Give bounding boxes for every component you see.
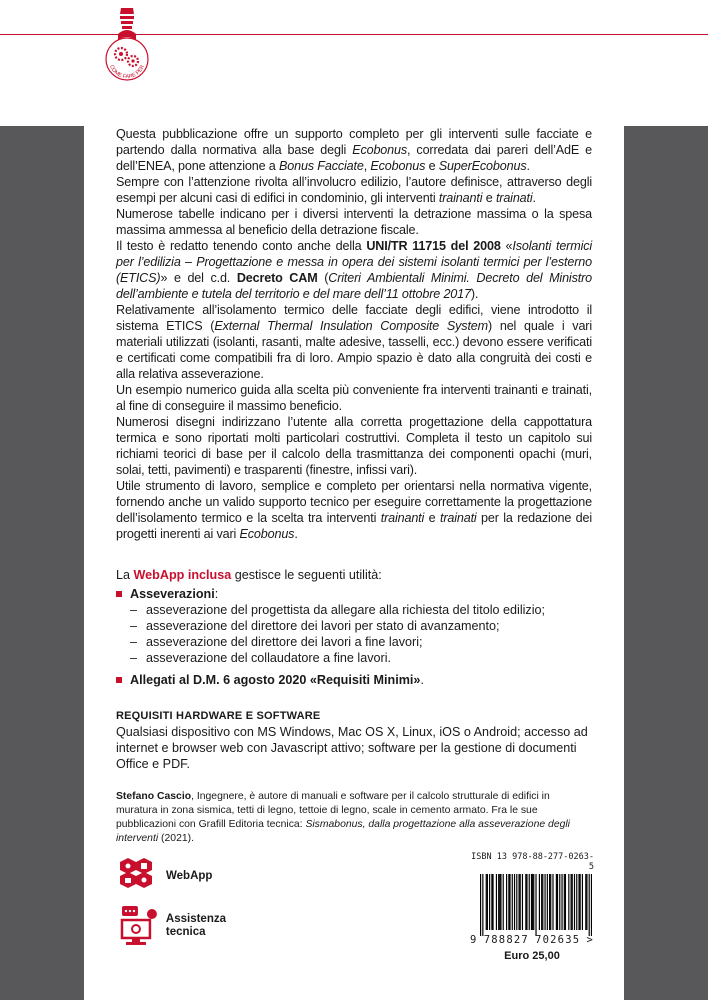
red-square-bullet-icon [116,677,122,683]
barcode-bar [552,874,553,930]
paragraph-3: Numerose tabelle indicano per i diversi interventi la detrazione massima o la spesa massima ammessa al beneficio della detrazione fiscale. [116,207,592,237]
barcode-bar [529,874,530,930]
barcode-bar [492,874,493,930]
barcode-bar [544,874,545,930]
barcode-bar [533,874,534,930]
back-cover-text [116,126,593,844]
barcode-bar [571,874,572,930]
barcode-bar [522,874,523,930]
barcode-bar [561,874,562,930]
barcode-bar [559,874,560,930]
logo-text: COME FARE PER [108,64,146,81]
webapp-label: WebApp [166,870,213,882]
barcode-bar [535,874,536,936]
barcode-bar [589,874,590,936]
webapp-highlight: WebApp inclusa [133,568,232,582]
barcode-bar [542,874,543,930]
author-bio: Stefano Cascio, Ingegnere, è autore di manuali e software per il calcolo strutturale di edifici in muratura in zona sismica, tetti di legno, tettoie di legno, scale in cemento armato. Fra le sue pubblicazioni con Grafill Editoria tecnica: Sismabonus, dalla progettazione alla asseverazione degli interventi (2021). [116,791,570,844]
isbn-text: ISBN 13 978-88-277-0263-5 [471,852,594,872]
barcode-bar [499,874,500,930]
barcode-bar [489,874,490,930]
webapp-intro: La WebApp inclusa gestisce le seguenti utilità: [116,568,382,582]
barcode-bar [564,874,565,930]
paragraph-8: Utile strumento di lavoro, semplice e completo per orientarsi nella normativa vigente, fornendo anche un valido supporto tecnico per eseguire correttamente la progettazione dell’isolamento termico e la scelta tra interventi trainanti e trainati per la redazione dei progetti inerenti ai vari Ecobonus. [116,479,592,541]
assistance-badge [116,904,226,948]
barcode-bar [480,874,481,936]
barcode-bar [578,874,579,930]
barcode [470,874,594,936]
barcode-bar [486,874,487,930]
barcode-bar [506,874,507,930]
barcode-bar [556,874,557,930]
barcode-bar [531,874,532,930]
barcode-bar [509,874,510,930]
requirements-text: Qualsiasi dispositivo con MS Windows, Mac OS X, Linux, iOS o Android; accesso ad internet e browser web con Javascript attivo; software per la gestione di documenti Office e PDF. [116,725,588,771]
barcode-bar [500,874,501,930]
barcode-bar [576,874,577,930]
paragraph-6: Un esempio numerico guida alla scelta più conveniente fra interventi trainanti e trainati, al fine di conseguire il massimo beneficio. [116,383,592,413]
barcode-bar [491,874,492,930]
paragraph-7: Numerosi disegni indirizzano l’utente alla corretta progettazione della cappottatura termica e sono riportati molti particolari costruttivi. Completa il testo un capitolo sui richiami teorici di base per il calcolo della trasmittanza dei componenti opachi (muri, solai, tetti, pavimenti) e trasparenti (finestre, infissi vari). [116,415,592,477]
barcode-bar [547,874,548,930]
barcode-bar [557,874,558,930]
paragraph-2: Sempre con l’attenzione rivolta all’involucro edilizio, l’autore definisce, attraverso degli esempi per alcuni casi di edifici in condominio, gli interventi trainanti e trainati. [116,175,592,205]
barcode-bar [512,874,513,930]
description [116,126,592,542]
barcode-bar [572,874,573,930]
left-side-band [0,126,84,1000]
barcode-bar [574,874,575,930]
barcode-bar [520,874,521,930]
barcode-bar [525,874,526,930]
barcode-bar [539,874,540,930]
barcode-bar [518,874,519,930]
barcode-bar [549,874,550,930]
barcode-digits: 9 788827 702635 > [470,934,594,946]
assistance-label: Assistenza tecnica [165,913,226,938]
right-side-band [624,126,708,1000]
barcode-bar [503,874,504,930]
barcode-bar [514,874,515,930]
barcode-bar [591,874,592,936]
barcode-bar [526,874,527,930]
barcode-bar [516,874,517,930]
barcode-bar [487,874,488,930]
barcode-bar [508,874,509,930]
sub-item: – asseverazione del progettista da allegare alla richiesta del titolo edilizio; [130,603,546,617]
red-square-bullet-icon [116,591,122,597]
webapp-badge [116,856,226,896]
come-fare-per-logo [104,4,150,86]
webapp-features-list [116,586,592,688]
price: Euro 25,00 [504,950,560,962]
barcode-icon [480,874,592,936]
barcode-bar [565,874,566,930]
hexagon-platforms-icon [116,856,162,896]
barcode-bar [580,874,581,930]
paragraph-1: Questa pubblicazione offre un supporto completo per gli interventi sulle facciate e partendo dalla normativa alla base degli Ecobonus, corredata dai pareri dell’AdE e dell’ENEA, pone attenzione a Bonus Facciate, Ecobonus e SuperEcobonus. [116,127,593,173]
barcode-bar [585,874,586,930]
barcode-bar [568,874,569,930]
paragraph-4: Il testo è redatto tenendo conto anche della UNI/TR 11715 del 2008 «Isolanti termici per l’edilizia – Progettazione e messa in opera dei sistemi isolanti termici per l’esterno (ETICS)» e del c.d. Decreto CAM (Criteri Ambientali Minimi. Decreto del Ministro dell’ambiente e tutela del territorio e del mare dell’11 ottobre 2017). [116,239,593,301]
barcode-bar [582,874,583,930]
sub-item: – asseverazione del direttore dei lavori per stato di avanzamento; [130,619,500,633]
svg-text:COME FARE PER [108,64,146,80]
sub-item: – asseverazione del direttore dei lavori a fine lavori; [130,635,423,649]
barcode-bar [498,874,499,930]
barcode-bar [482,874,483,936]
isbn-barcode-block [470,852,594,962]
barcode-bar [550,874,551,930]
barcode-bar [586,874,587,930]
barcode-bar [532,874,533,930]
lightbulb-gears-icon [104,4,150,86]
list-item: Asseverazioni: [116,586,592,602]
barcode-bar [496,874,497,930]
service-icons [116,856,226,948]
sub-item: – asseverazione del collaudatore a fine lavori. [130,651,392,665]
barcode-bar [541,874,542,930]
paragraph-5: Relativamente all’isolamento termico delle facciate degli edifici, viene introdotto il sistema ETICS (External Thermal Insulation Composite System) nel quale i vari materiali utilizzati (isolanti, rasanti, malte adesive, tasselli, ecc.) devono essere verificati e certificati come compatibili fra di loro. Ampio spazio è dato alla congruità dei costi e alla relativa asseverazione. [116,303,592,381]
requirements-title: REQUISITI HARDWARE E SOFTWARE [116,710,321,722]
list-item: Allegati al D.M. 6 agosto 2020 «Requisiti Minimi». [116,672,592,688]
technical-support-icon [116,904,162,948]
